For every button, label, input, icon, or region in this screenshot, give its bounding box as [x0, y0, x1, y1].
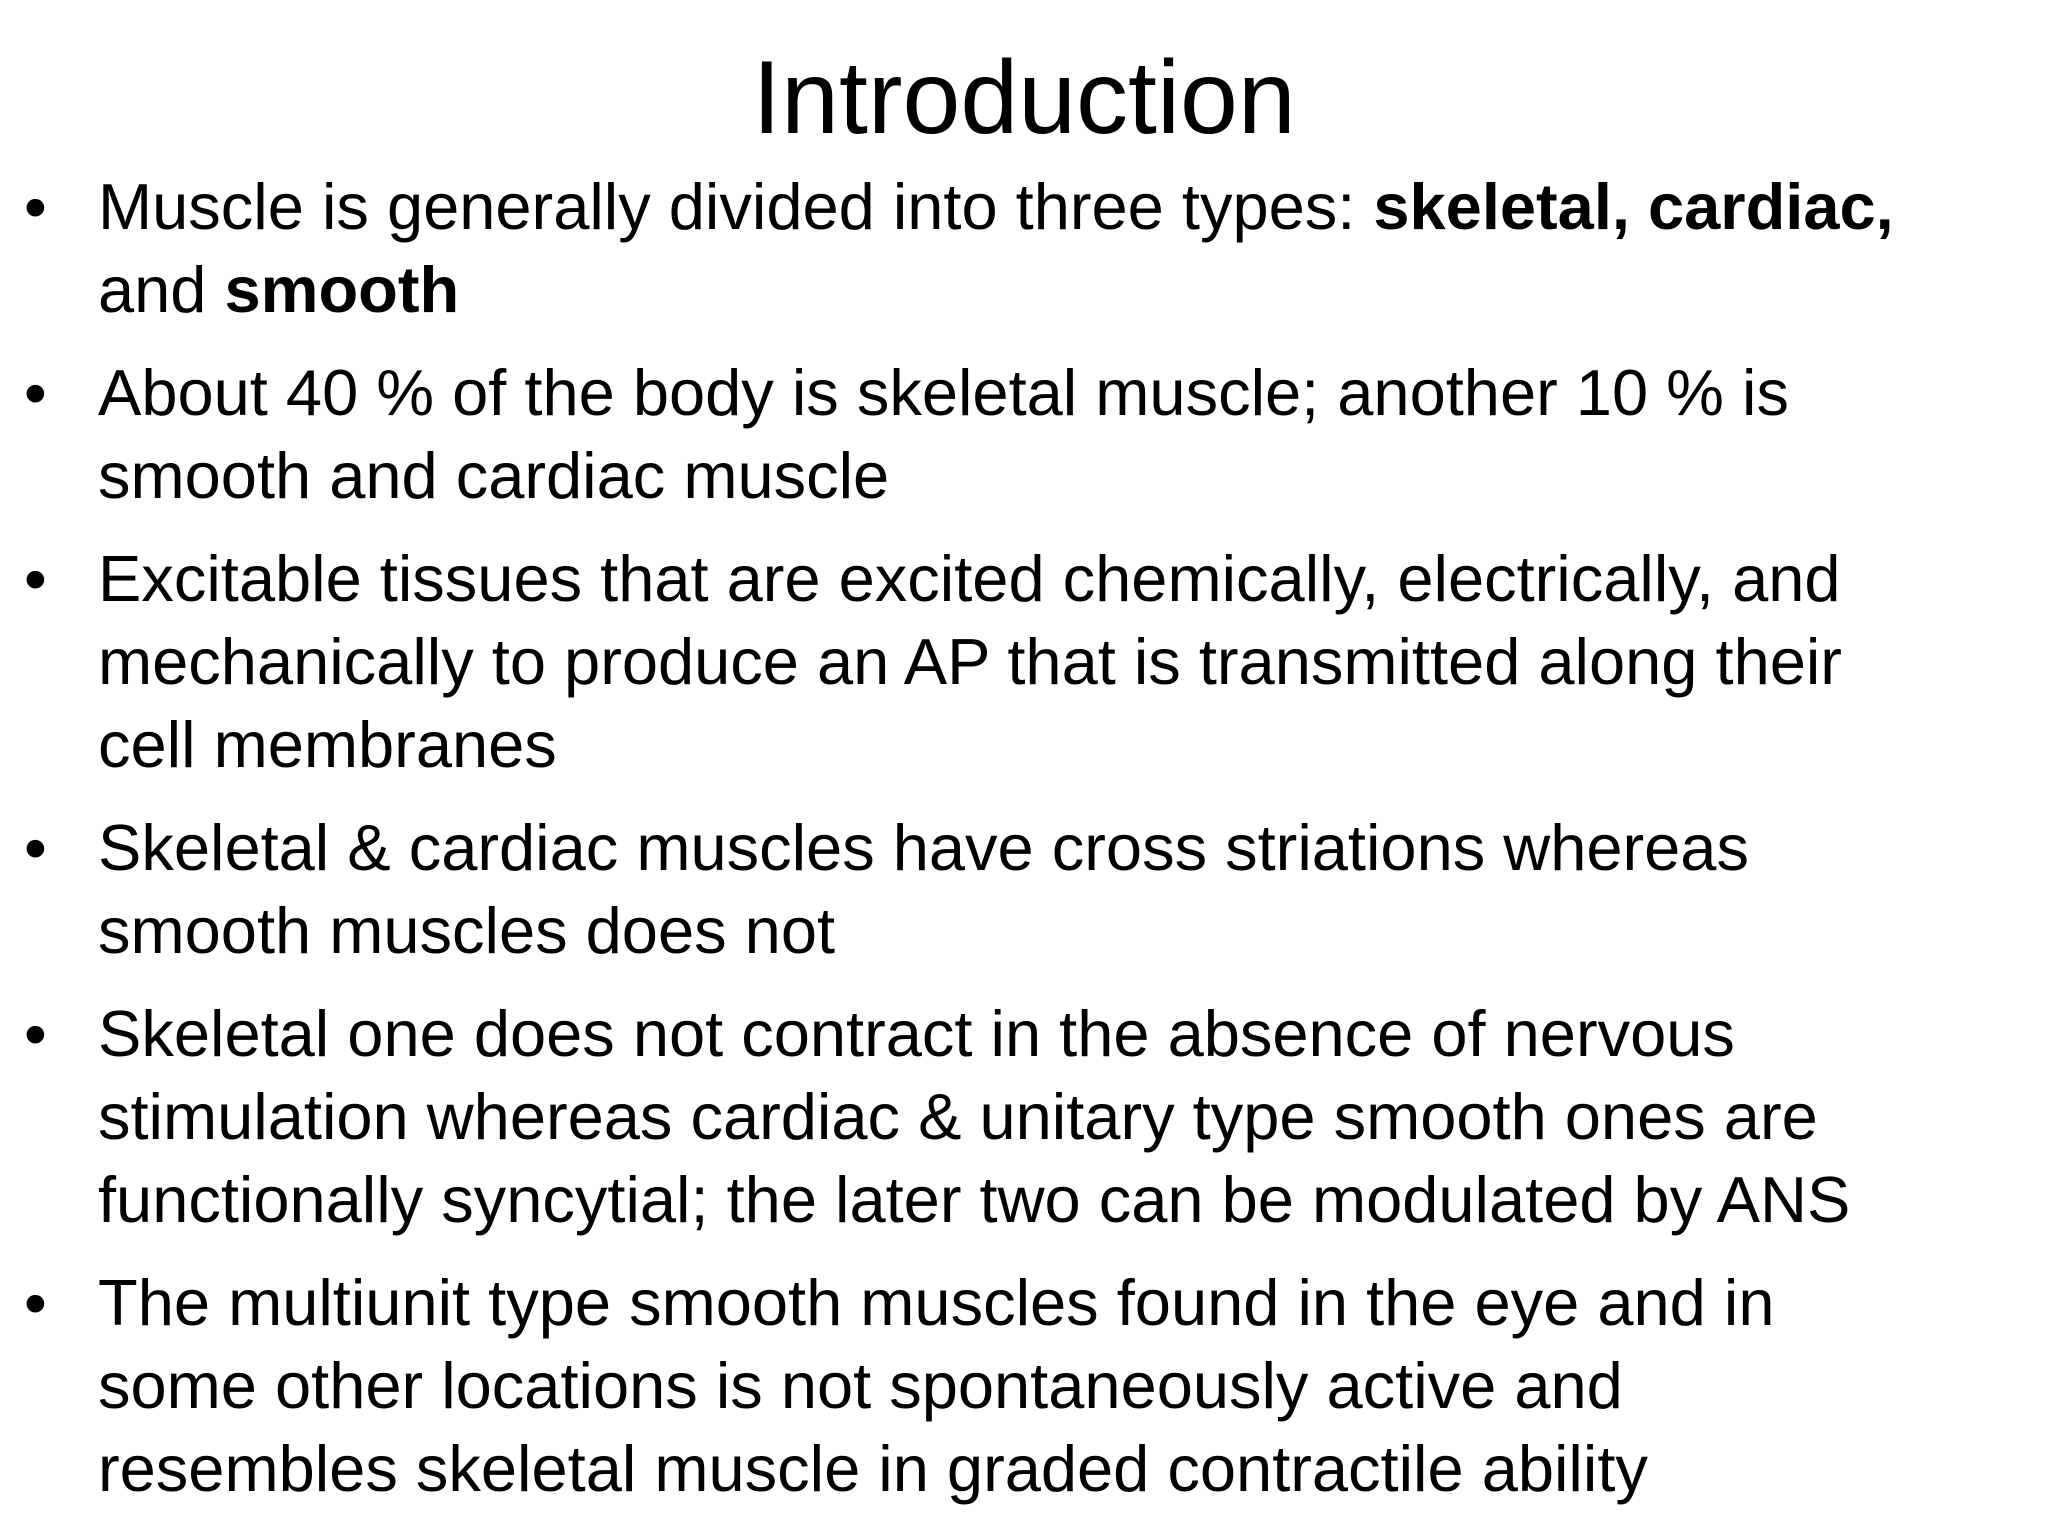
bullet-dot-icon: • — [24, 1266, 47, 1339]
bullet-line: The multiunit type smooth muscles found in the eye and in — [98, 1266, 1775, 1339]
bullet-item-excitable-tissues — [0, 537, 2048, 786]
bullet-item-muscle-types — [0, 165, 2048, 331]
bullet-line: smooth and cardiac muscle — [98, 439, 890, 512]
bullet-line — [98, 253, 459, 326]
bullet-line: About 40 % of the body is skeletal muscle; another 10 % is — [98, 356, 1789, 429]
bullet-line: Skeletal & cardiac muscles have cross striations whereas — [98, 811, 1749, 884]
bullet-item-nervous-stimulation — [0, 992, 2048, 1241]
slide-title: Introduction — [752, 40, 1296, 156]
bullet-line: Skeletal one does not contract in the absence of nervous — [98, 997, 1735, 1070]
bullet-dot-icon: • — [24, 170, 47, 243]
bullet-line-bold-text: smooth — [224, 253, 460, 326]
bullet-text — [98, 351, 2028, 517]
bullet-line — [98, 170, 1894, 243]
bullet-line-bold-text: skeletal, cardiac, — [1373, 170, 1894, 243]
bullet-line-text: Muscle is generally divided into three types: — [98, 170, 1374, 243]
bullet-text — [98, 1261, 2028, 1510]
bullet-item-body-composition — [0, 351, 2048, 517]
bullet-item-striations — [0, 806, 2048, 972]
bullet-dot-icon: • — [24, 811, 47, 884]
bullet-line: cell membranes — [98, 708, 557, 781]
bullet-dot-icon: • — [24, 997, 47, 1070]
bullet-line: mechanically to produce an AP that is transmitted along their — [98, 625, 1842, 698]
bullet-line: some other locations is not spontaneously active and — [98, 1349, 1623, 1422]
bullet-line: smooth muscles does not — [98, 894, 836, 967]
bullet-line: resembles skeletal muscle in graded contractile ability — [98, 1432, 1648, 1505]
bullet-text — [98, 992, 2028, 1241]
bullet-line: functionally syncytial; the later two can be modulated by ANS — [98, 1163, 1851, 1236]
bullet-list — [0, 165, 2048, 1530]
bullet-line: stimulation whereas cardiac & unitary type smooth ones are — [98, 1080, 1818, 1153]
bullet-text — [98, 806, 2028, 972]
bullet-item-multiunit-smooth-muscle — [0, 1261, 2048, 1510]
bullet-line: Excitable tissues that are excited chemically, electrically, and — [98, 542, 1841, 615]
bullet-text — [98, 537, 2028, 786]
bullet-text — [98, 165, 2028, 331]
bullet-line-text: and — [98, 253, 225, 326]
bullet-dot-icon: • — [24, 356, 47, 429]
bullet-dot-icon: • — [24, 542, 47, 615]
